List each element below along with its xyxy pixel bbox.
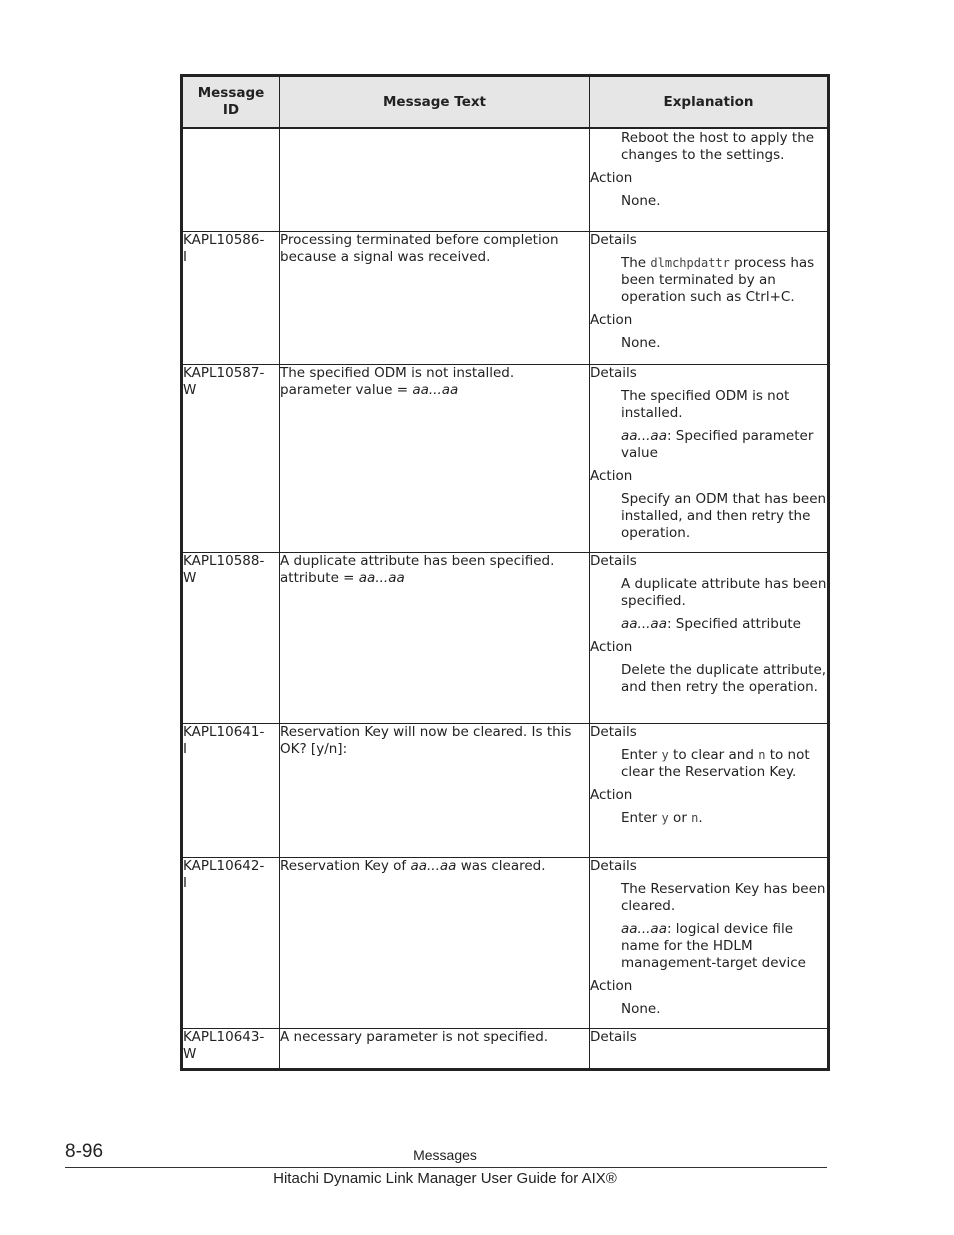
message-id-cell: [182, 128, 280, 231]
details-label: Details: [590, 1028, 637, 1045]
message-text-cell: [280, 1028, 590, 1069]
message-text-cell: [280, 231, 590, 364]
explanation-cell: [590, 1028, 829, 1069]
message-text: Processing terminated before completion because a signal was received.: [280, 231, 559, 265]
variable-description: aa...aa: logical device file name for the HDLM management-target device: [621, 920, 806, 971]
action-text: None.: [621, 193, 661, 209]
message-id-suffix: I: [183, 874, 187, 891]
action-label: Action: [590, 467, 633, 484]
page-number: 8-96: [65, 1141, 104, 1162]
message-id: KAPL10586-: [183, 231, 265, 248]
footer-divider: [65, 1167, 827, 1168]
message-text: Reservation Key will now be cleared. Is this OK? [y/n]:: [280, 723, 572, 757]
header-message-text: Message Text: [280, 76, 590, 129]
explanation-cell: [590, 231, 829, 364]
table-row: [182, 128, 829, 231]
explanation-cell: [590, 857, 829, 1028]
variable-description: aa...aa: Specified parameter value: [621, 427, 814, 461]
message-id-cell: [182, 231, 280, 364]
details-text: The dlmchpdattr process has been terminated by an operation such as Ctrl+C.: [621, 254, 815, 305]
message-id-cell: [182, 364, 280, 552]
message-id-suffix: W: [183, 381, 197, 398]
action-label: Action: [590, 311, 633, 328]
message-text-cell: [280, 857, 590, 1028]
message-id-cell: [182, 723, 280, 857]
message-text: A duplicate attribute has been specified. attribute = aa...aa: [280, 552, 555, 586]
table-row: [182, 364, 829, 552]
message-id-suffix: W: [183, 1045, 197, 1062]
action-text: Enter y or n.: [621, 809, 703, 826]
explanation-cell: [590, 364, 829, 552]
action-text: Specify an ODM that has been installed, and then retry the operation.: [621, 490, 827, 541]
message-id: KAPL10643-: [183, 1028, 265, 1045]
action-label: Action: [590, 638, 633, 655]
message-id-suffix: W: [183, 569, 197, 586]
message-text-cell: [280, 552, 590, 723]
explanation-cell: [590, 128, 829, 231]
details-text: Enter y to clear and n to not clear the Reservation Key.: [621, 746, 810, 780]
details-label: Details: [590, 723, 637, 740]
action-label: Action: [590, 786, 633, 803]
table-row: [182, 1028, 829, 1069]
message-id-cell: [182, 857, 280, 1028]
command-name: dlmchpdattr: [650, 255, 730, 270]
details-label: Details: [590, 231, 637, 248]
message-id: KAPL10642-: [183, 857, 265, 874]
variable: aa...aa: [412, 381, 459, 398]
action-label: Action: [590, 170, 633, 186]
details-label: Details: [590, 552, 637, 569]
variable: aa...aa: [358, 569, 405, 586]
footer-guide-title: Hitachi Dynamic Link Manager User Guide for AIX®: [273, 1170, 617, 1187]
message-text-cell: [280, 723, 590, 857]
table-row: [182, 723, 829, 857]
message-text: Reservation Key of aa...aa was cleared.: [280, 857, 546, 874]
message-id: KAPL10588-: [183, 552, 265, 569]
message-id: KAPL10641-: [183, 723, 265, 740]
message-text: The specified ODM is not installed. parameter value = aa...aa: [280, 364, 515, 398]
explanation-text: Reboot the host to apply the changes to the settings.: [621, 130, 815, 163]
message-id: KAPL10587-: [183, 364, 265, 381]
message-id-cell: [182, 1028, 280, 1069]
table-header-row: [182, 76, 829, 129]
explanation-cell: [590, 552, 829, 723]
message-text-cell: [280, 364, 590, 552]
details-label: Details: [590, 364, 637, 381]
action-text: Delete the duplicate attribute, and then retry the operation.: [621, 661, 827, 695]
details-text: The specified ODM is not installed.: [621, 387, 790, 421]
variable: aa...aa: [410, 857, 457, 874]
message-id-cell: [182, 552, 280, 723]
message-text: A necessary parameter is not specified.: [280, 1028, 549, 1045]
header-explanation: Explanation: [590, 76, 829, 129]
details-label: Details: [590, 857, 637, 874]
details-text: A duplicate attribute has been specified.: [621, 575, 827, 609]
message-id-suffix: I: [183, 740, 187, 757]
footer-section-title: Messages: [413, 1147, 477, 1163]
explanation-cell: [590, 723, 829, 857]
table-row: [182, 552, 829, 723]
messages-table: [180, 74, 830, 1071]
table-row: [182, 857, 829, 1028]
table-row: [182, 231, 829, 364]
details-text: The Reservation Key has been cleared.: [621, 880, 826, 914]
action-text: None.: [621, 1000, 661, 1017]
action-text: None.: [621, 334, 661, 351]
variable-description: aa...aa: Specified attribute: [621, 615, 801, 632]
message-id-suffix: I: [183, 248, 187, 265]
action-label: Action: [590, 977, 633, 994]
header-message-id: Message ID: [182, 76, 280, 129]
message-text-cell: [280, 128, 590, 231]
